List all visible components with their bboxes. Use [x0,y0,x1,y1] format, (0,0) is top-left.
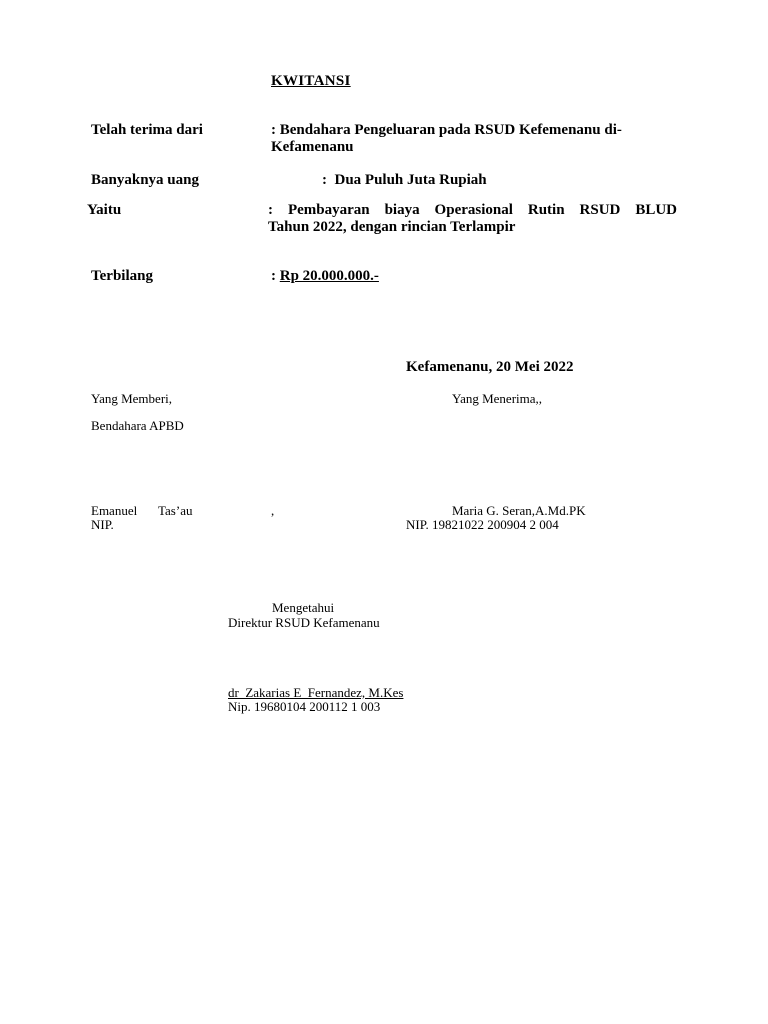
amount-number-colon: : [271,268,280,284]
place-date: Kefamenanu, 20 Mei 2022 [406,359,574,375]
purpose-line2: Tahun 2022, dengan rincian Terlampir [268,219,516,235]
approver-heading: Mengetahui [272,600,335,615]
receiver-nip: NIP. 19821022 200904 2 004 [406,517,559,532]
amount-number-row [271,268,379,285]
amount-number-label: Terbilang [91,268,153,284]
giver-heading: Yang Memberi, [91,391,173,406]
received-from-value [271,122,671,156]
giver-position: Bendahara APBD [91,418,184,433]
document-title: KWITANSI [271,73,351,89]
giver-name-first: Emanuel [91,503,138,518]
giver-nip: NIP. [91,517,114,532]
approver-nip: Nip. 19680104 200112 1 003 [228,699,381,714]
amount-number-value: Rp 20.000.000.- [279,268,379,284]
approver-position: Direktur RSUD Kefamenanu [228,615,380,630]
giver-name-last: Tas’au [158,503,193,518]
giver-comma: , [271,503,275,518]
purpose-value [268,202,677,236]
receiver-heading: Yang Menerima,, [452,391,543,406]
amount-words-label: Banyaknya uang [91,172,199,188]
approver-name: dr Zakarias E Fernandez, M.Kes [228,685,404,700]
received-from-line2: Kefamenanu [271,139,354,155]
purpose-line1: : Pembayaran biaya Operasional Rutin RSUD BLUD [268,202,677,218]
received-from-line1: : Bendahara Pengeluaran pada RSUD Kefemenanu di- [271,122,622,138]
purpose-label: Yaitu [87,202,122,218]
amount-words-value: : Dua Puluh Juta Rupiah [322,172,487,188]
receiver-name: Maria G. Seran,A.Md.PK [452,503,586,518]
received-from-label: Telah terima dari [91,122,203,138]
